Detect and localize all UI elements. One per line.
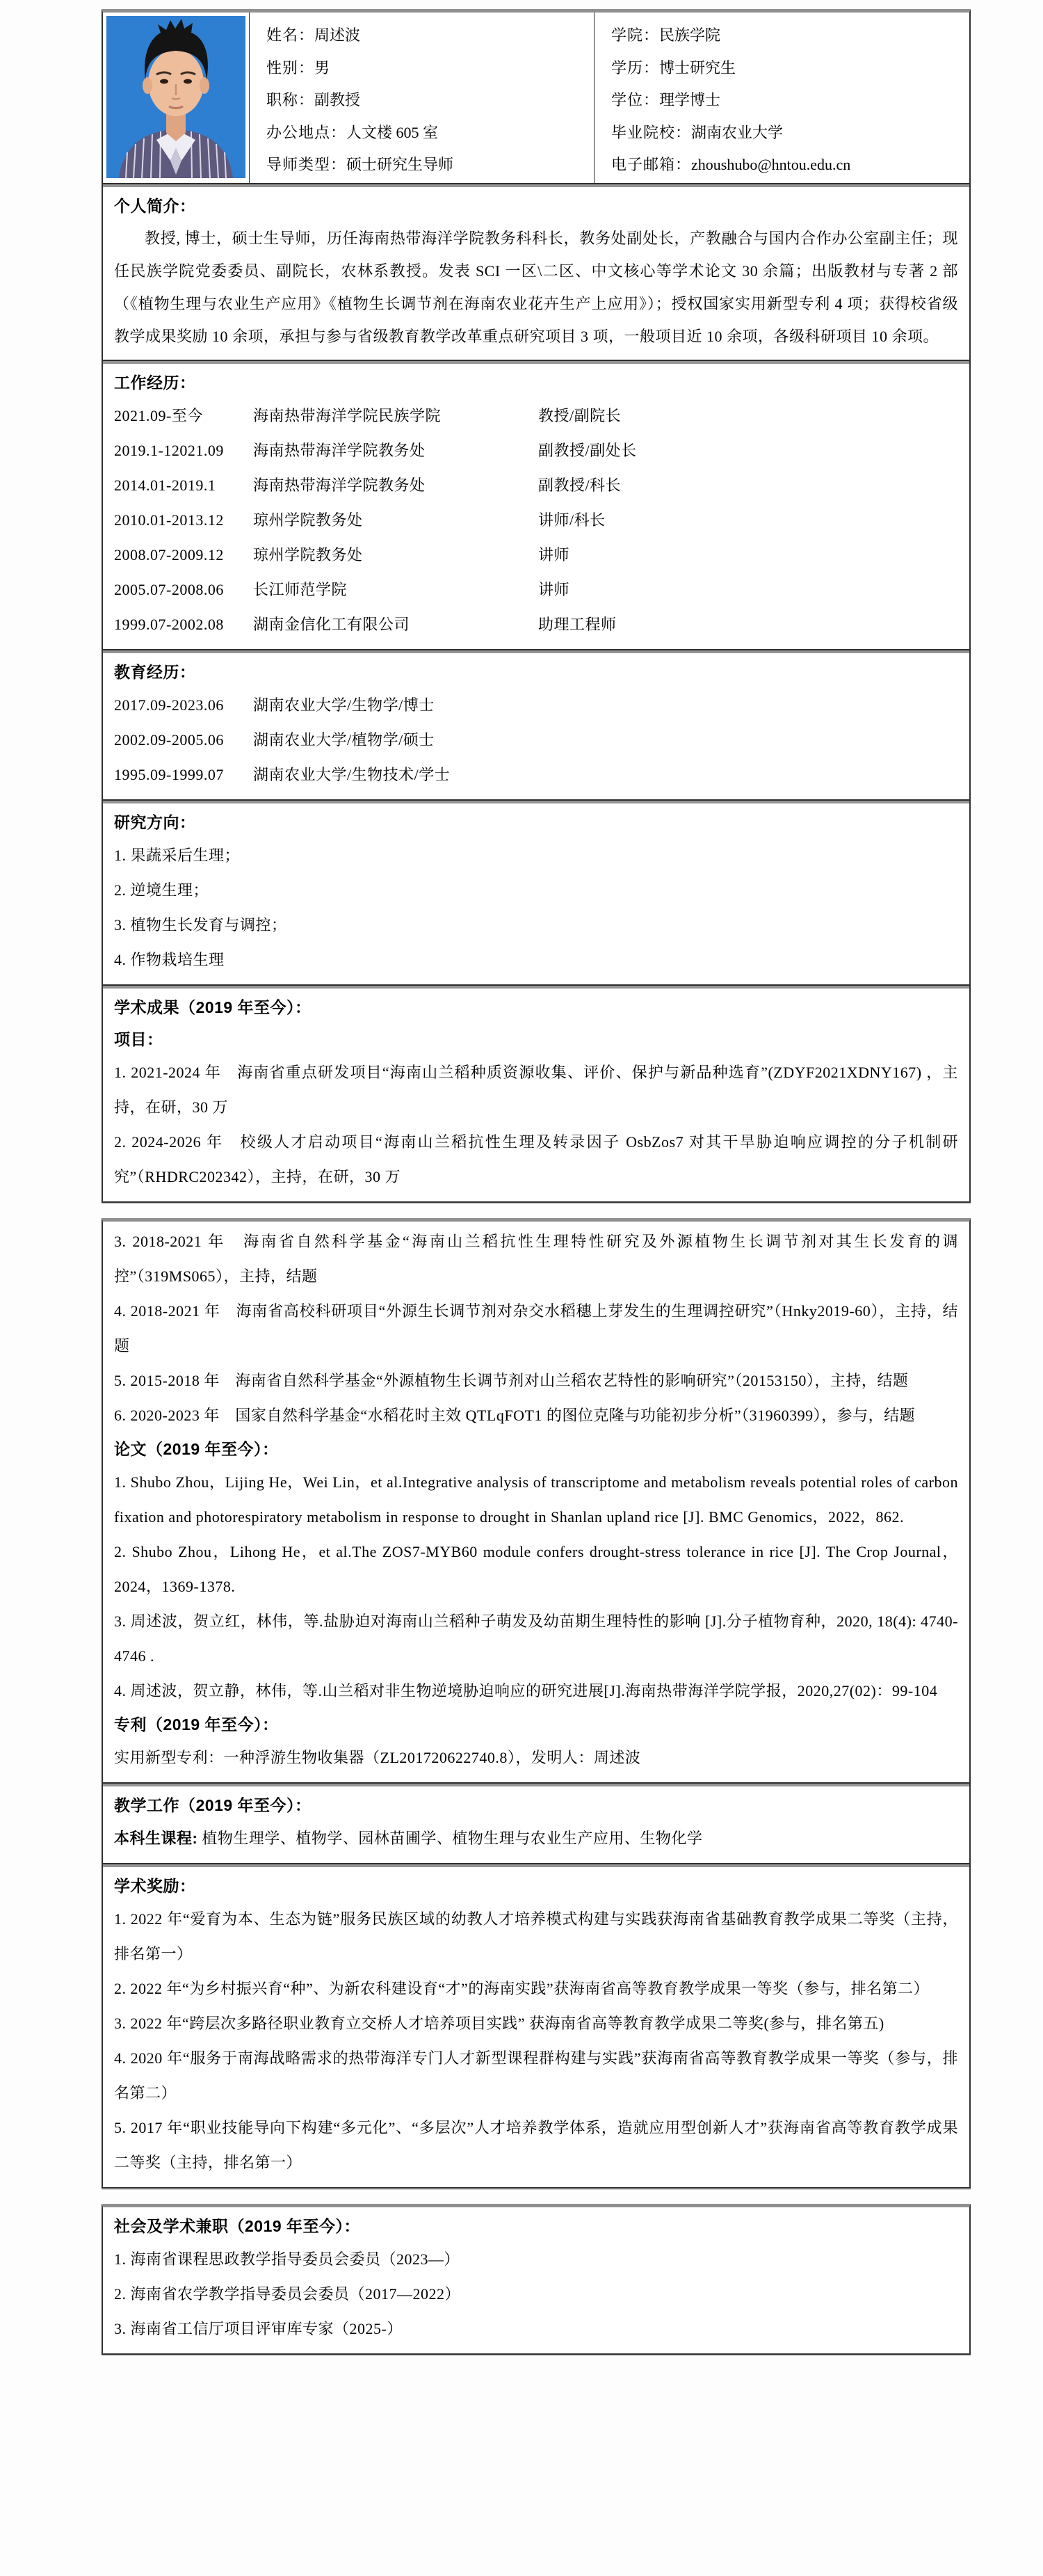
project-item: 6. 2020-2023 年 国家自然科学基金“水稻花时主效 QTLqFOT1 的图位克隆与功能初步分析”（31960399），参与，结题 (114, 1407, 916, 1424)
work-row (114, 433, 958, 468)
work-title: 教授/副院长 (538, 407, 622, 424)
award-item: 4. 2020 年“服务于南海战略需求的热带海洋专门人才新型课程群构建与实践”获海南省高等教育教学成果一等奖（参与，排名第二） (114, 2049, 958, 2102)
page-block-1 (102, 9, 971, 1203)
projects-subheading: 项目： (114, 1030, 163, 1048)
education-detail: 湖南农业大学/生物学/博士 (253, 696, 435, 714)
field-mentor-type (266, 149, 594, 182)
section-work (103, 364, 969, 649)
page-block-3 (102, 2204, 971, 2355)
section-intro (103, 187, 969, 360)
papers-subheading: 论文（2019 年至今）： (114, 1440, 279, 1458)
field-office (266, 117, 594, 150)
field-alma-mater (611, 117, 969, 150)
field-email (611, 149, 969, 182)
field-college (611, 19, 969, 52)
section-heading: 社会及学术兼职（2019 年至今）： (114, 2217, 361, 2235)
field-label: 办公地点： (266, 123, 347, 141)
education-detail: 湖南农业大学/植物学/硕士 (253, 731, 435, 749)
field-value: 男 (314, 58, 330, 77)
work-period: 2021.09-至今 (114, 407, 203, 424)
section-heading: 学术成果（2019 年至今）： (114, 998, 312, 1016)
education-period: 1995.09-1999.07 (114, 766, 224, 783)
field-value: 民族学院 (659, 26, 721, 44)
field-label: 职称： (266, 91, 315, 109)
field-value: 博士研究生 (659, 58, 736, 77)
work-row (114, 573, 958, 607)
work-title: 副教授/科长 (538, 477, 622, 494)
portrait-photo (106, 16, 245, 178)
award-item: 5. 2017 年“职业技能导向下构建“多元化”、“多层次”人才培养教学体系，造就应用型创新人才”获海南省高等教育教学成果二等奖（主持，排名第一） (114, 2119, 958, 2171)
paper-item: 2. Shubo Zhou，Lihong He，et al.The ZOS7-MYB60 module confers drought-stress tolerance in rice [J]. The Crop Journal，2024，1369-1378. (114, 1543, 958, 1595)
section-heading: 教学工作（2019 年至今）： (114, 1796, 312, 1814)
section-awards (103, 1867, 969, 2187)
patent-item: 实用新型专利：一种浮游生物收集器（ZL201720622740.8），发明人：周述波 (114, 1749, 641, 1766)
field-label: 性别： (266, 58, 315, 77)
work-period: 1999.07-2002.08 (114, 616, 224, 633)
field-label: 导师类型： (266, 156, 347, 173)
work-period: 2014.01-2019.1 (114, 477, 216, 494)
service-item: 2. 海南省农学教学指导委员会委员（2017—2022） (114, 2285, 461, 2303)
project-item: 3. 2018-2021 年 海南省自然科学基金“海南山兰稻抗性生理特性研究及外源植物生长调节剂对其生长发育的调控”（319MS065），主持，结题 (114, 1233, 958, 1285)
paper-item: 4. 周述波，贺立静，林伟，等.山兰稻对非生物逆境胁迫响应的研究进展[J].海南热带海洋学院学报，2020,27(02)：99-104 (114, 1682, 938, 1699)
work-title: 助理工程师 (538, 616, 617, 633)
section-research (103, 803, 969, 984)
award-item: 3. 2022 年“跨层次多路径职业教育立交桥人才培养项目实践” 获海南省高等教育教学成果二等奖(参与，排名第五) (114, 2015, 884, 2032)
field-value: 硕士研究生导师 (346, 156, 454, 173)
education-row (114, 723, 958, 758)
work-row (114, 538, 958, 573)
paper-item: 3. 周述波，贺立红，林伟，等.盐胁迫对海南山兰稻种子萌发及幼苗期生理特性的影响 [J].分子植物育种，2020, 18(4): 4740-4746 . (114, 1613, 958, 1665)
profile-fields-right (595, 13, 969, 183)
project-item: 1. 2021-2024 年 海南省重点研发项目“海南山兰稻种质资源收集、评价、保护与新品种选育”(ZDYF2021XDNY167) ，主持，在研，30 万 (114, 1064, 958, 1116)
field-degree (611, 84, 969, 117)
section-achievements-continued (103, 1222, 969, 1782)
profile-fields-left (250, 13, 595, 183)
work-title: 讲师/科长 (538, 511, 606, 529)
field-label: 学位： (611, 91, 660, 109)
field-title (266, 84, 594, 117)
work-title: 讲师 (538, 581, 570, 598)
work-row (114, 468, 958, 503)
work-org: 湖南金信化工有限公司 (253, 616, 410, 633)
service-item: 3. 海南省工信厅项目评审库专家（2025-） (114, 2320, 403, 2337)
field-gender (266, 52, 594, 85)
photo-cell (103, 13, 250, 183)
work-org: 长江师范学院 (253, 581, 348, 598)
project-item: 5. 2015-2018 年 海南省自然科学基金“外源植物生长调节剂对山兰稻农艺特性的影响研究”（20153150），主持，结题 (114, 1372, 909, 1389)
field-value: zhoushubo@hntou.edu.cn (691, 156, 851, 173)
intro-paragraph: 教授, 博士，硕士生导师，历任海南热带海洋学院教务科科长，教务处副处长，产教融合与国内合作办公室副主任；现任民族学院党委委员、副院长，农林系教授。发表 SCI 一区\二区、中文核心等学术论文 30 余篇；出版教材与专著 2 部（《植物生理与农业生产应用》《植物生长调节剂在海南农业花卉生产上应用》）；授权国家实用新型专利 4 项；获得校省级教学成果奖励 10 余项，承担与参与省级教育教学改革重点研究项目 3 项，一般项目近 10 余项，各级科研项目 10 余项。 (114, 230, 958, 345)
work-row (114, 503, 958, 538)
field-value: 湖南农业大学 (691, 123, 784, 141)
work-row (114, 607, 958, 642)
work-org: 海南热带海洋学院教务处 (253, 442, 426, 459)
section-service (103, 2207, 969, 2353)
courses-line (114, 1821, 958, 1856)
work-title: 副教授/副处长 (538, 442, 637, 459)
education-row (114, 758, 958, 792)
profile-header (103, 13, 969, 183)
work-org: 琼州学院教务处 (253, 511, 363, 529)
field-label: 毕业院校： (611, 123, 692, 141)
field-name (266, 19, 594, 52)
courses-value: 植物生理学、植物学、园林苗圃学、植物生理与农业生产应用、生物化学 (202, 1830, 703, 1847)
project-item: 2. 2024-2026 年 校级人才启动项目“海南山兰稻抗性生理及转录因子 OsbZos7 对其干旱胁迫响应调控的分子机制研究”（RHDRC202342），主持，在研，30 万 (114, 1133, 958, 1185)
award-item: 2. 2022 年“为乡村振兴育“种”、为新农科建设育“才”的海南实践”获海南省高等教育教学成果一等奖（参与，排名第二） (114, 1980, 930, 1997)
education-detail: 湖南农业大学/生物技术/学士 (253, 766, 451, 783)
courses-label: 本科生课程: (114, 1830, 198, 1847)
work-period: 2005.07-2008.06 (114, 581, 224, 598)
work-period: 2019.1-12021.09 (114, 442, 224, 459)
section-heading: 个人简介： (114, 197, 196, 215)
section-teaching (103, 1786, 969, 1863)
paper-item: 1. Shubo Zhou，Lijing He，Wei Lin，et al.Integrative analysis of transcriptome and metabolism reveals potential roles of carbon fixation and photorespiratory metabolism in response to drought in Shanlan upland rice [J]. BMC Genomics，2022，862. (114, 1473, 958, 1526)
field-degree-level (611, 52, 969, 85)
education-period: 2017.09-2023.06 (114, 696, 224, 714)
work-org: 琼州学院教务处 (253, 546, 363, 563)
award-item: 1. 2022 年“爱育为本、生态为链”服务民族区域的幼教人才培养模式构建与实践获海南省基础教育教学成果二等奖（主持，排名第一） (114, 1910, 958, 1962)
work-row (114, 399, 958, 433)
field-value: 人文楼 605 室 (346, 123, 439, 141)
patent-subheading: 专利（2019 年至今）： (114, 1715, 279, 1734)
service-item: 1. 海南省课程思政教学指导委员会委员（2023—） (114, 2250, 460, 2268)
research-item: 3. 植物生长发育与调控； (114, 916, 287, 934)
field-value: 副教授 (314, 91, 361, 109)
work-org: 海南热带海洋学院教务处 (253, 477, 426, 494)
section-heading: 学术奖励： (114, 1877, 196, 1895)
section-heading: 工作经历： (114, 374, 196, 392)
section-achievements (103, 989, 969, 1201)
project-item: 4. 2018-2021 年 海南省高校科研项目“外源生长调节剂对杂交水稻穗上芽发生的生理调控研究”（Hnky2019-60），主持，结题 (114, 1302, 958, 1354)
cv-document (102, 9, 971, 2355)
section-heading: 研究方向： (114, 813, 196, 831)
research-item: 1. 果蔬采后生理； (114, 847, 241, 864)
field-label: 姓名： (266, 26, 315, 44)
education-row (114, 688, 958, 723)
field-label: 电子邮箱： (611, 156, 692, 173)
work-org: 海南热带海洋学院民族学院 (253, 407, 442, 424)
field-value: 周述波 (314, 26, 361, 44)
work-period: 2010.01-2013.12 (114, 511, 224, 529)
research-item: 2. 逆境生理； (114, 881, 209, 899)
work-period: 2008.07-2009.12 (114, 546, 224, 563)
page-block-2 (102, 1218, 971, 2189)
field-label: 学院： (611, 26, 660, 44)
section-heading: 教育经历： (114, 663, 196, 681)
work-title: 讲师 (538, 546, 570, 563)
education-period: 2002.09-2005.06 (114, 731, 224, 749)
section-education (103, 653, 969, 799)
research-item: 4. 作物栽培生理 (114, 951, 225, 968)
field-label: 学历： (611, 58, 660, 77)
field-value: 理学博士 (659, 91, 721, 109)
